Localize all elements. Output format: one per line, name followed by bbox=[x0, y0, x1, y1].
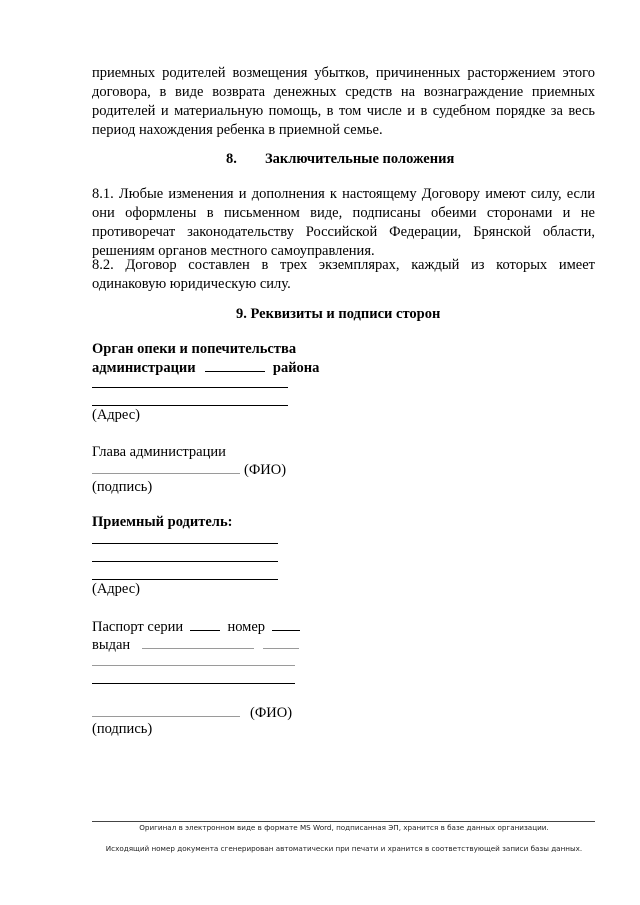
section-8-paragraph-1: 8.1. Любые изменения и дополнения к настоящему Договору имеют силу, если они оформлены в письменном виде, подписаны обеими сторонами и не противоречат законодательству Российской Федерации, Брянской области, решениям органов местного самоуправления. bbox=[92, 186, 595, 259]
head-fio-blank-line bbox=[92, 460, 240, 474]
passport-number-label: номер bbox=[227, 619, 266, 635]
foster-signature-label: (подпись) bbox=[92, 721, 153, 737]
guardianship-signature-line-1 bbox=[92, 387, 288, 388]
foster-parent-line-1 bbox=[92, 543, 278, 544]
foster-fio-blank-line bbox=[92, 703, 240, 717]
issued-label: выдан bbox=[92, 637, 131, 653]
head-fio-row bbox=[92, 460, 286, 480]
issued-date-blank bbox=[263, 635, 299, 649]
issued-line-3 bbox=[92, 683, 295, 684]
passport-number-blank bbox=[272, 617, 300, 631]
guardianship-title-line2 bbox=[92, 358, 319, 378]
head-signature-label: (подпись) bbox=[92, 479, 153, 495]
footer-line-1: Оригинал в электронном виде в формате MS Word, подписанная ЭП, хранится в базе данных организации. bbox=[139, 823, 549, 832]
footer-divider bbox=[92, 821, 595, 822]
issued-line-2 bbox=[92, 665, 295, 666]
section-8-title: Заключительные положения bbox=[265, 151, 455, 167]
section-8-number: 8. bbox=[226, 151, 237, 167]
intro-paragraph: приемных родителей возмещения убытков, причиненных расторжением этого договора, в виде возврата денежных средств на вознаграждение приемных родителей и материальную помощь, в том числе и в судебном порядке за весь период нахождения ребенка в приемной семье. bbox=[92, 65, 595, 138]
footer-line-2: Исходящий номер документа сгенерирован автоматически при печати и хранится в соответствующей записи базы данных. bbox=[105, 844, 583, 853]
foster-parent-title: Приемный родитель: bbox=[92, 514, 233, 530]
foster-parent-line-2 bbox=[92, 561, 278, 562]
guardianship-title-line1: Орган опеки и попечительства bbox=[92, 341, 297, 357]
passport-series-blank bbox=[190, 617, 220, 631]
district-blank-line bbox=[205, 358, 265, 372]
section-8-paragraph-2: 8.2. Договор составлен в трех экземплярах, каждый из которых имеет одинаковую юридическую силу. bbox=[92, 257, 595, 292]
guardianship-address-label: (Адрес) bbox=[92, 407, 140, 423]
guardianship-district-label: района bbox=[272, 360, 320, 376]
head-of-administration-label: Глава администрации bbox=[92, 444, 226, 460]
issued-by-blank bbox=[142, 635, 254, 649]
foster-fio-label: (ФИО) bbox=[250, 705, 293, 721]
passport-row bbox=[92, 617, 300, 637]
foster-parent-address-label: (Адрес) bbox=[92, 581, 140, 597]
issued-row bbox=[92, 635, 299, 655]
head-fio-label: (ФИО) bbox=[244, 462, 287, 478]
passport-series-label: Паспорт серии bbox=[92, 619, 184, 635]
guardianship-administration-label: администрации bbox=[92, 360, 196, 376]
section-9-title: 9. Реквизиты и подписи сторон bbox=[236, 306, 441, 322]
